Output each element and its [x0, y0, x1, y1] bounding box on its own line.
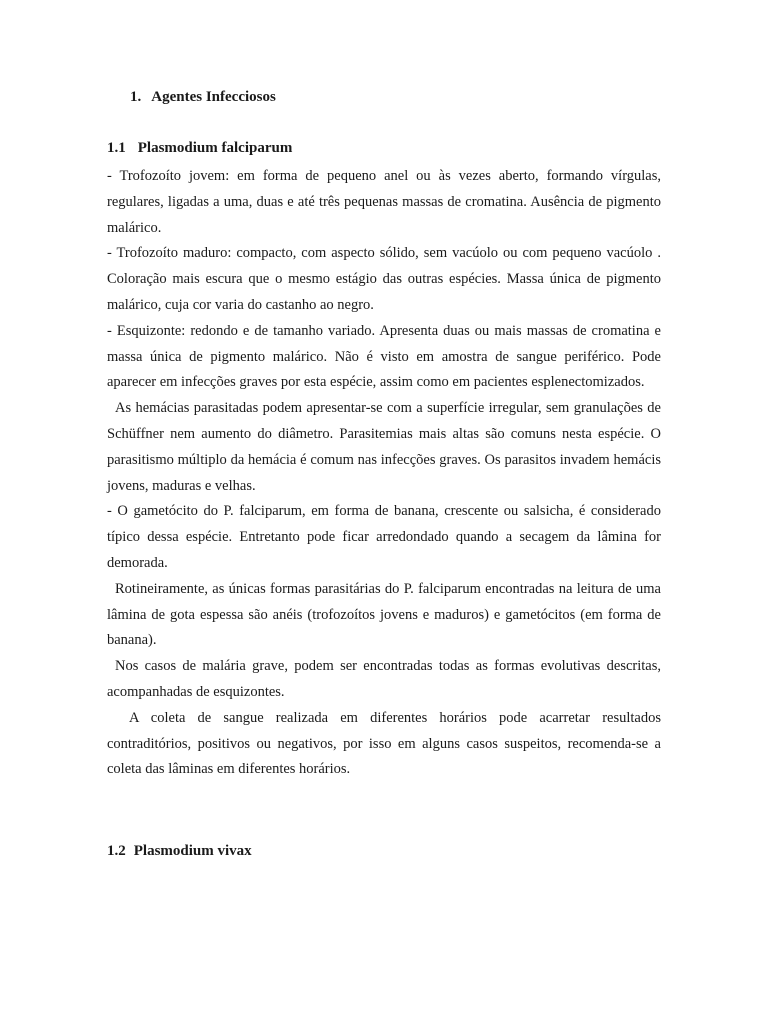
section-heading: [130, 89, 276, 106]
subsection-heading-falciparum: [107, 140, 292, 157]
paragraph-rotineiramente: Rotineiramente, as únicas formas parasitárias do P. falciparum encontradas na leitura de uma lâmina de gota espessa são anéis (trofozoítos jovens e maduros) e gametócitos (em forma de banana).: [107, 580, 661, 649]
section-number: 1.: [130, 89, 142, 105]
section-title: Agentes Infecciosos: [151, 89, 276, 105]
paragraph-trofozoito-maduro: - Trofozoíto maduro: compacto, com aspecto sólido, sem vacúolo ou com pequeno vacúolo . Coloração mais escura que o mesmo estágio das outras espécies. Massa única de pigmento malárico, cuja cor varia do castanho ao negro.: [107, 245, 661, 313]
paragraph-gametocito: - O gametócito do P. falciparum, em forma de banana, crescente ou salsicha, é considerado típico dessa espécie. Entretanto pode ficar arredondado quando a secagem da lâmina for demorada.: [107, 503, 661, 571]
subsection-title: Plasmodium falciparum: [137, 140, 293, 156]
paragraph-hemacias: As hemácias parasitadas podem apresentar-se com a superfície irregular, sem granulações de Schüffner nem aumento do diâmetro. Parasitemias mais altas são comuns nesta espécie. O parasitismo múltiplo da hemácia é comum nas infecções graves. Os parasitos invadem hemácis jovens, maduras e velhas.: [107, 400, 661, 494]
paragraph-coleta: A coleta de sangue realizada em diferentes horários pode acarretar resultados contraditórios, positivos ou negativos, por isso em alguns casos suspeitos, recomenda-se a coleta das lâminas em diferentes horários.: [107, 709, 661, 778]
subsection-title: Plasmodium vivax: [133, 843, 252, 859]
subsection-number: 1.1: [107, 140, 126, 156]
paragraph-trofozoito-jovem: - Trofozoíto jovem: em forma de pequeno anel ou às vezes aberto, formando vírgulas, regulares, ligadas a uma, duas e até três pequenas massas de cromatina. Ausência de pigmento malárico.: [107, 168, 661, 236]
paragraph-esquizonte: - Esquizonte: redondo e de tamanho variado. Apresenta duas ou mais massas de cromatina e massa única de pigmento malárico. Não é visto em amostra de sangue periférico. Pode aparecer em infecções graves por esta espécie, assim como em pacientes esplenectomizados.: [107, 322, 661, 391]
subsection-heading-vivax: [107, 843, 252, 860]
paragraph-malaria-grave: Nos casos de malária grave, podem ser encontradas todas as formas evolutivas descritas, acompanhadas de esquizontes.: [107, 658, 661, 700]
section-body: [107, 164, 661, 783]
subsection-number: 1.2: [107, 843, 126, 859]
